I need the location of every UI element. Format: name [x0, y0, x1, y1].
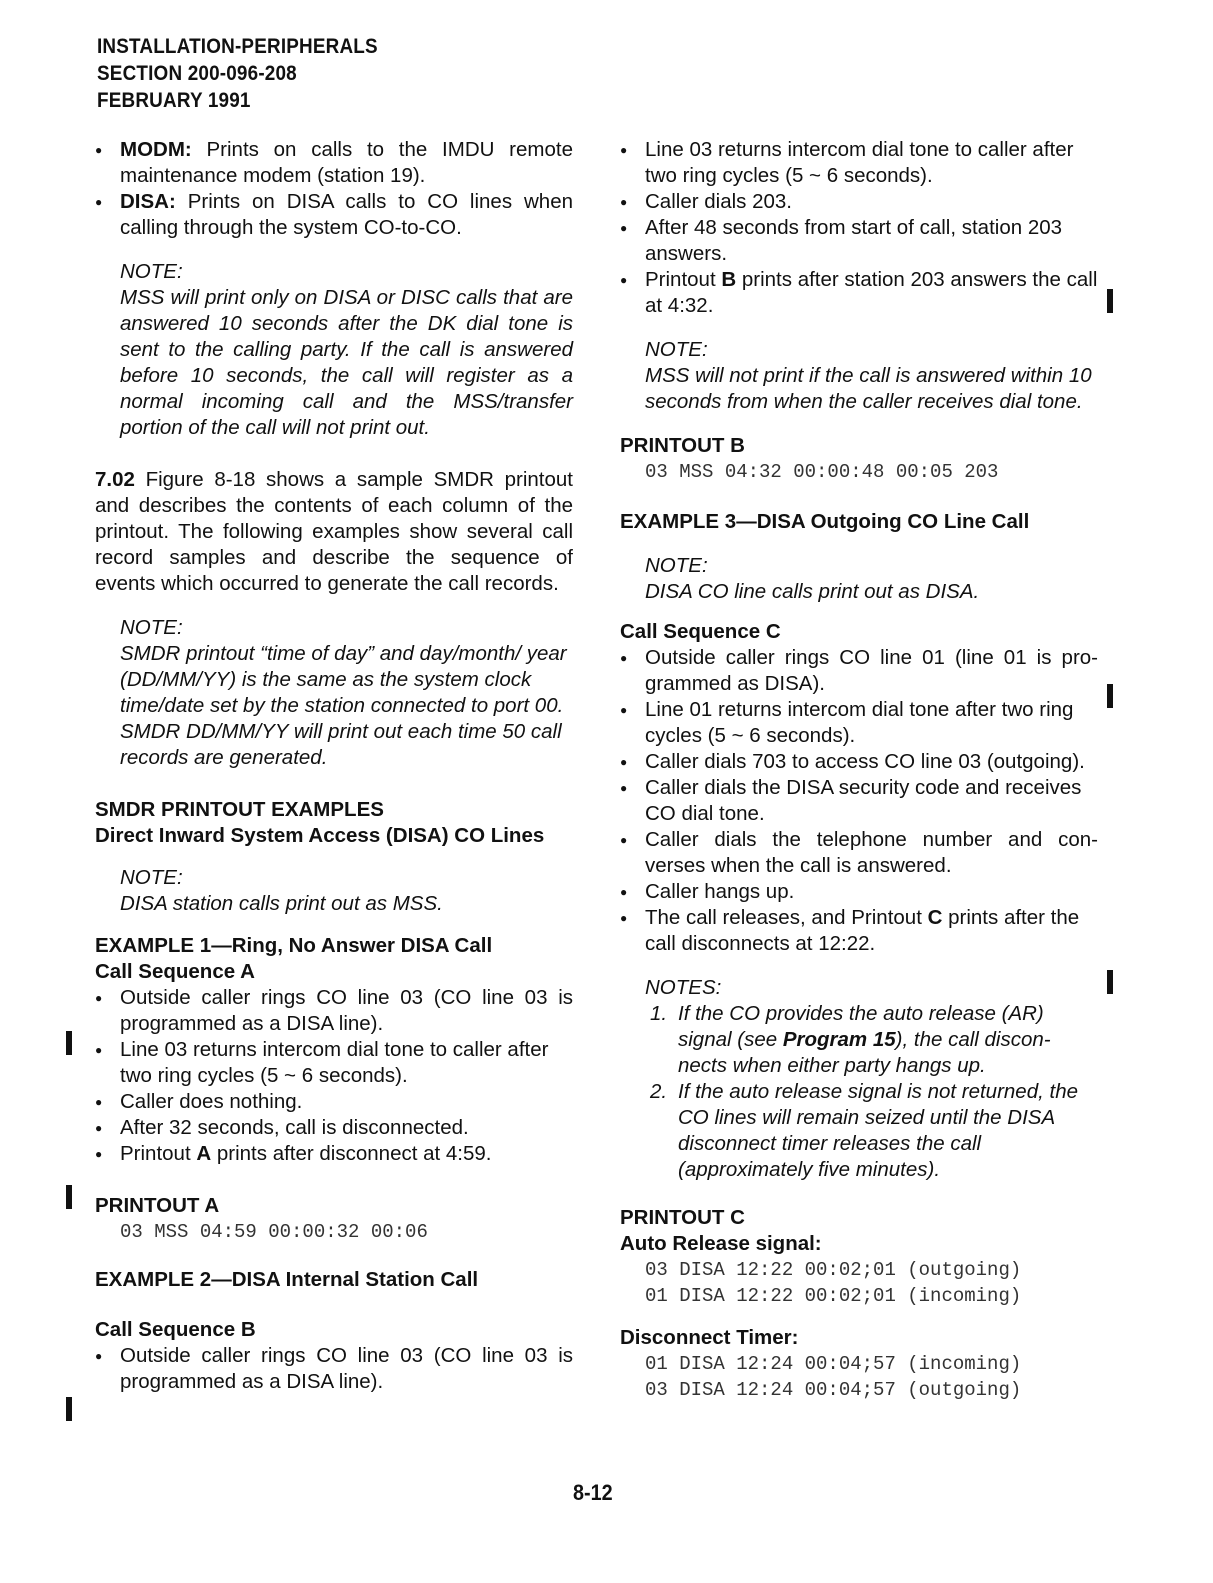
list-item: ● Line 01 returns intercom dial tone after two ring cycles (5 ~ 6 seconds).: [620, 697, 1098, 749]
example-heading: EXAMPLE 1—Ring, No Answer DISA Call: [95, 934, 493, 957]
list-item: ● Printout A prints after disconnect at 4:59.: [95, 1141, 573, 1167]
subheading: Disconnect Timer:: [620, 1326, 799, 1349]
printout-line: 03 DISA 12:22 00:02;01 (outgoing): [645, 1259, 1022, 1281]
list-item: ● DISA: Prints on DISA calls to CO lines when calling through the system CO-to-CO.: [95, 189, 573, 241]
sequence-heading: Call Sequence A: [95, 960, 255, 983]
list-item: ● Outside caller rings CO line 03 (CO line 03 is programmed as a DISA line).: [95, 985, 573, 1037]
change-bar: [66, 1397, 72, 1421]
note: NOTE: MSS will not print if the call is answered within 10 seconds from when the caller receives dial tone.: [645, 338, 1092, 413]
printout-line: 03 DISA 12:24 00:04;57 (outgoing): [645, 1379, 1022, 1401]
left-column: [95, 137, 573, 1395]
change-bar: [66, 1031, 72, 1055]
note: NOTE: SMDR printout “time of day” and day/month/ year (DD/MM/YY) is the same as the system clock time/date set by the station connected to port 00. SMDR DD/MM/YY will print out each time 50 call records are generated.: [120, 616, 567, 769]
subsection-heading: Direct Inward System Access (DISA) CO Lines: [95, 824, 545, 847]
change-bar: [1107, 684, 1113, 708]
list-item: ● After 32 seconds, call is disconnected.: [95, 1115, 573, 1141]
list-item: ● MODM: Prints on calls to the IMDU remote maintenance modem (station 19).: [95, 137, 573, 189]
list-item: ● Caller dials 703 to access CO line 03 (outgoing).: [620, 749, 1098, 775]
list-item: 1. If the CO provides the auto release (AR) signal (see Program 15), the call discon- nects when either party hangs up.: [650, 1002, 1051, 1077]
example-heading: EXAMPLE 3—DISA Outgoing CO Line Call: [620, 510, 1030, 533]
example-heading: EXAMPLE 2—DISA Internal Station Call: [95, 1268, 479, 1291]
list-item: ● Caller dials the DISA security code and receives CO dial tone.: [620, 775, 1098, 827]
printout-line: 03 MSS 04:32 00:00:48 00:05 203: [645, 461, 999, 483]
printout-line: 01 DISA 12:24 00:04;57 (incoming): [645, 1353, 1022, 1375]
notes-list: NOTES: 1. If the CO provides the auto release (AR) signal (see Program 15), the call discon- nects when either party hangs up. 2. If the auto release signal is not returned, the CO lines will remain seized until the DISA disconnect timer releases the call (approximately five minutes).: [620, 975, 1098, 1183]
printout-heading: PRINTOUT C: [620, 1206, 745, 1229]
page-number: 8-12: [573, 1480, 613, 1505]
list-item: 2. If the auto release signal is not returned, the CO lines will remain seized until the DISA disconnect timer releases the call (approximately five minutes).: [650, 1080, 1079, 1181]
note: NOTE: MSS will print only on DISA or DISC calls that are answered 10 seconds after the DK dial tone is sent to the calling party. If the call is answered before 10 seconds, the call will register as a normal incoming call and the MSS/transfer portion of the call will not print out.: [120, 260, 573, 439]
sequence-heading: Call Sequence C: [620, 620, 781, 643]
subheading: Auto Release signal:: [620, 1232, 822, 1255]
printout-heading: PRINTOUT B: [620, 434, 745, 457]
sequence-heading: Call Sequence B: [95, 1318, 256, 1341]
list-item: ● Outside caller rings CO line 03 (CO line 03 is programmed as a DISA line).: [95, 1343, 573, 1395]
list-item: ● Caller dials 203.: [620, 189, 1098, 215]
right-column: [620, 137, 1098, 1403]
note: NOTE: DISA station calls print out as MSS.: [120, 866, 443, 915]
printout-line: 03 MSS 04:59 00:00:32 00:06: [120, 1221, 428, 1243]
list-item: ● Caller hangs up.: [620, 879, 1098, 905]
list-item: ● Line 03 returns intercom dial tone to caller after two ring cycles (5 ~ 6 seconds).: [620, 137, 1098, 189]
list-item: ● Line 03 returns intercom dial tone to caller after two ring cycles (5 ~ 6 seconds).: [95, 1037, 573, 1089]
list-item: ● After 48 seconds from start of call, station 203 answers.: [620, 215, 1098, 267]
list-item: ● Outside caller rings CO line 01 (line 01 is pro- grammed as DISA).: [620, 645, 1098, 697]
list-item: ● Caller dials the telephone number and con- verses when the call is answered.: [620, 827, 1098, 879]
change-bar: [1107, 289, 1113, 313]
change-bar: [1107, 970, 1113, 994]
note: NOTE: DISA CO line calls print out as DISA.: [645, 554, 980, 603]
paragraph-7-02: 7.02 Figure 8-18 shows a sample SMDR printout and describes the contents of each column of the printout. The following examples show several call record samples and describe the sequence of events which occurred to generate the call records.: [95, 468, 573, 595]
printout-line: 01 DISA 12:22 00:02;01 (incoming): [645, 1285, 1022, 1307]
change-bar: [66, 1185, 72, 1209]
document-header: [97, 33, 378, 114]
header-section: SECTION 200-096-208: [97, 62, 297, 85]
list-item: ● Caller does nothing.: [95, 1089, 573, 1115]
printout-heading: PRINTOUT A: [95, 1194, 220, 1217]
header-title: INSTALLATION-PERIPHERALS: [97, 35, 378, 58]
header-date: FEBRUARY 1991: [97, 89, 251, 112]
section-heading: SMDR PRINTOUT EXAMPLES: [95, 798, 384, 821]
list-item: ● Printout B prints after station 203 answers the call at 4:32.: [620, 267, 1098, 319]
list-item: ● The call releases, and Printout C prints after the call disconnects at 12:22.: [620, 905, 1098, 957]
